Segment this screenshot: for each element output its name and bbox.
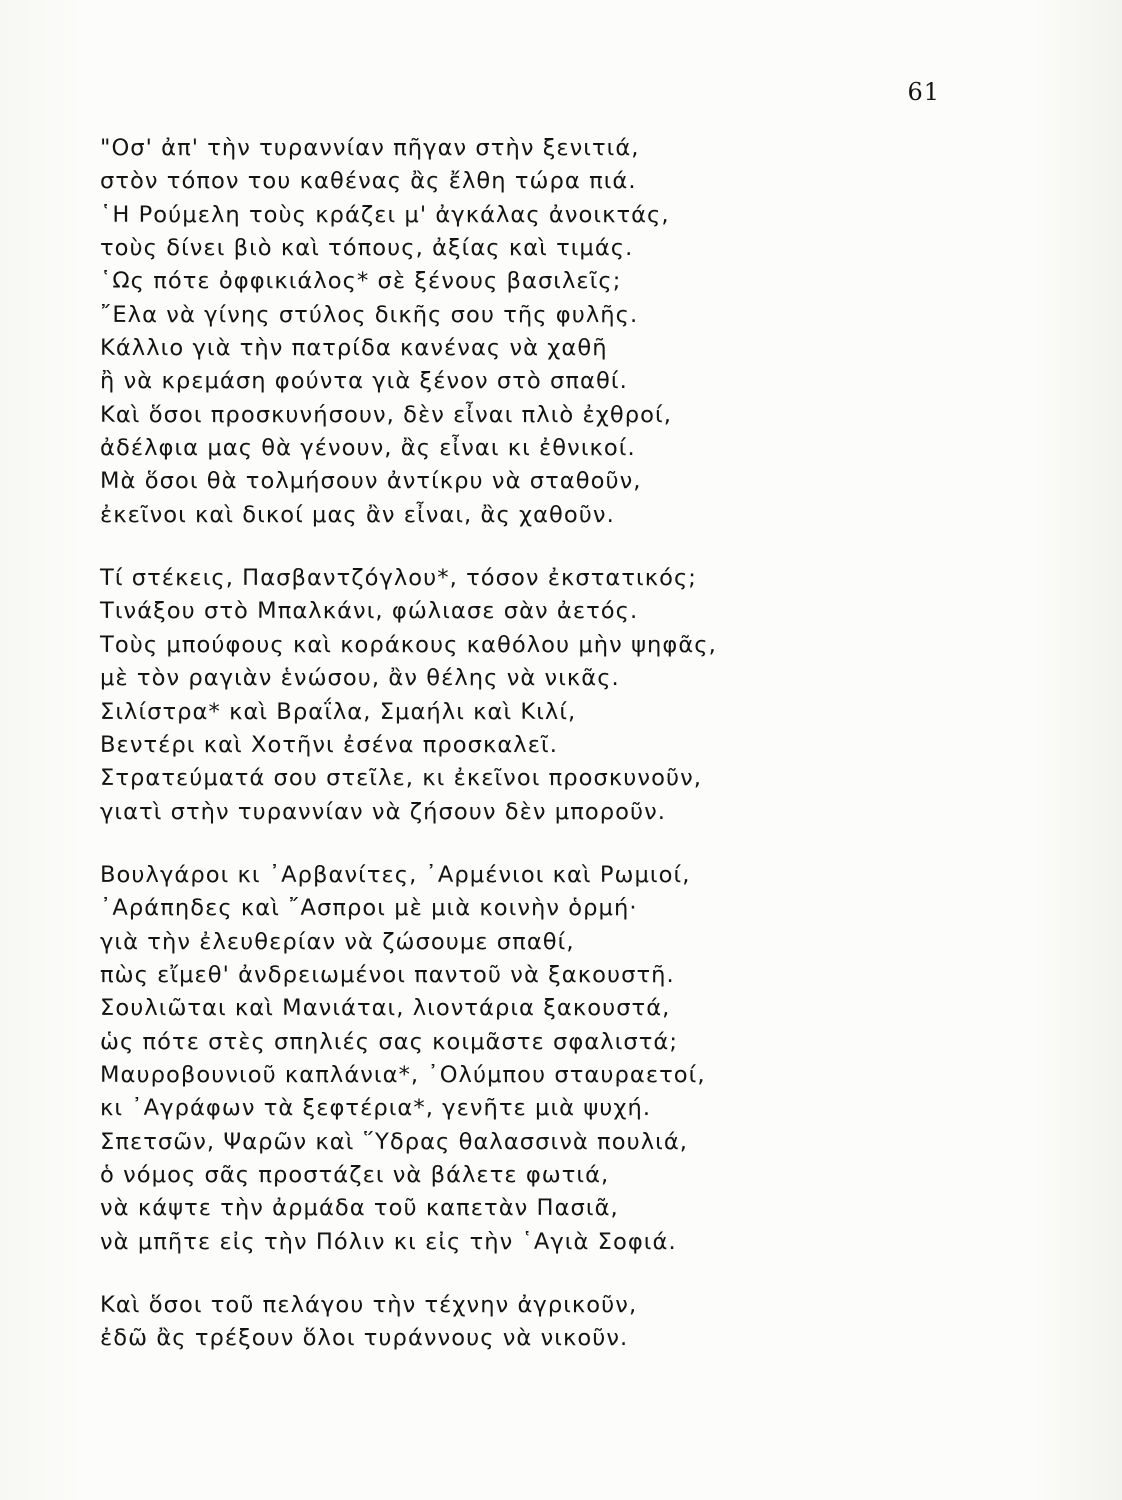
poem-line: Βουλγάροι κι ᾿Αρβανίτες, ᾿Αρμένιοι καὶ Ρωμιοί, bbox=[100, 861, 691, 888]
poem-line: Κάλλιο γιὰ τὴν πατρίδα κανένας νὰ χαθῆ bbox=[100, 335, 608, 362]
poem-line: τοὺς δίνει βιὸ καὶ τόπους, ἀξίας καὶ τιμάς. bbox=[100, 235, 634, 262]
poem-line: ἐδῶ ἂς τρέξουν ὅλοι τυράννους νὰ νικοῦν. bbox=[100, 1325, 629, 1352]
poem-line: ῎Ελα νὰ γίνης στύλος δικῆς σου τῆς φυλῆς. bbox=[100, 301, 639, 328]
poem-line: ᾿Αράπηδες καὶ ῎Ασπροι μὲ μιὰ κοινὴν ὁρμή· bbox=[100, 895, 638, 922]
poem-line: ἐκεῖνοι καὶ δικοί μας ἂν εἶναι, ἂς χαθοῦν. bbox=[100, 501, 615, 528]
stanza-4 bbox=[100, 1289, 860, 1356]
poem-line: μὲ τὸν ραγιὰν ἑνώσου, ἂν θέλης νὰ νικᾶς. bbox=[100, 665, 620, 692]
poem-line: ῾Η Ρούμελη τοὺς κράζει μ' ἀγκάλας ἀνοικτάς, bbox=[100, 201, 670, 228]
poem-line: νὰ κάψτε τὴν ἀρμάδα τοῦ καπετὰν Πασιᾶ, bbox=[100, 1195, 619, 1222]
poem-line: ὁ νόμος σᾶς προστάζει νὰ βάλετε φωτιά, bbox=[100, 1161, 610, 1188]
poem-line: πὼς εἴμεθ' ἀνδρειωμένοι παντοῦ νὰ ξακουστῆ. bbox=[100, 961, 675, 988]
poem-line: Σουλιῶται καὶ Μανιάται, λιοντάρια ξακουστά, bbox=[100, 995, 671, 1022]
poem-line: Στρατεύματά σου στεῖλε, κι ἐκεῖνοι προσκυνοῦν, bbox=[100, 765, 702, 792]
poem-text bbox=[100, 132, 860, 1386]
poem-line: Σπετσῶν, Ψαρῶν καὶ ῞Υδρας θαλασσινὰ πουλιά, bbox=[100, 1128, 688, 1155]
stanza-3 bbox=[100, 859, 860, 1259]
poem-line: γιὰ τὴν ἐλευθερίαν νὰ ζώσουμε σπαθί, bbox=[100, 928, 575, 955]
poem-line: γιατὶ στὴν τυραννίαν νὰ ζήσουν δὲν μποροῦν. bbox=[100, 798, 667, 825]
poem-line: "Οσ' ἀπ' τὴν τυραννίαν πῆγαν στὴν ξενιτιά, bbox=[100, 135, 640, 161]
poem-line: ἢ νὰ κρεμάση φούντα γιὰ ξένον στὸ σπαθί. bbox=[100, 368, 628, 395]
poem-line: Μὰ ὅσοι θὰ τολμήσουν ἀντίκρυ νὰ σταθοῦν, bbox=[100, 468, 642, 495]
poem-line: κι ᾿Αγράφων τὰ ξεφτέρια*, γενῆτε μιὰ ψυχή. bbox=[100, 1095, 652, 1122]
page-number: 61 bbox=[907, 78, 940, 106]
poem-line: ἀδέλφια μας θὰ γένουν, ἂς εἶναι κι ἐθνικοί. bbox=[100, 435, 636, 462]
poem-line: Καὶ ὅσοι προσκυνήσουν, δὲν εἶναι πλιὸ ἐχθροί, bbox=[100, 401, 672, 428]
poem-line: Σιλίστρα* καὶ Βραΐλα, Σμαήλι καὶ Κιλί, bbox=[100, 698, 577, 725]
poem-line: στὸν τόπον του καθένας ἂς ἔλθη τώρα πιά. bbox=[100, 168, 637, 195]
poem-line: Καὶ ὅσοι τοῦ πελάγου τὴν τέχνην ἀγρικοῦν, bbox=[100, 1292, 638, 1318]
poem-line: Βεντέρι καὶ Χοτῆνι ἐσένα προσκαλεῖ. bbox=[100, 731, 558, 758]
poem-line: Τινάξου στὸ Μπαλκάνι, φώλιασε σὰν ἀετός. bbox=[100, 598, 639, 625]
stanza-2 bbox=[100, 562, 860, 829]
poem-line: Τί στέκεις, Πασβαντζόγλου*, τόσον ἐκστατικός; bbox=[100, 565, 697, 592]
poem-line: ῾Ως πότε ὀφφικιάλος* σὲ ξένους βασιλεῖς; bbox=[100, 268, 622, 295]
poem-line: Μαυροβουνιοῦ καπλάνια*, ᾿Ολύμπου σταυραετοί, bbox=[100, 1061, 706, 1088]
stanza-1 bbox=[100, 132, 860, 532]
poem-line: ὡς πότε στὲς σπηλιές σας κοιμᾶστε σφαλιστά; bbox=[100, 1028, 679, 1055]
poem-line: νὰ μπῆτε εἰς τὴν Πόλιν κι εἰς τὴν ῾Αγιὰ Σοφιά. bbox=[100, 1228, 677, 1255]
poem-line: Τοὺς μπούφους καὶ κοράκους καθόλου μὴν ψηφᾶς, bbox=[100, 631, 717, 658]
